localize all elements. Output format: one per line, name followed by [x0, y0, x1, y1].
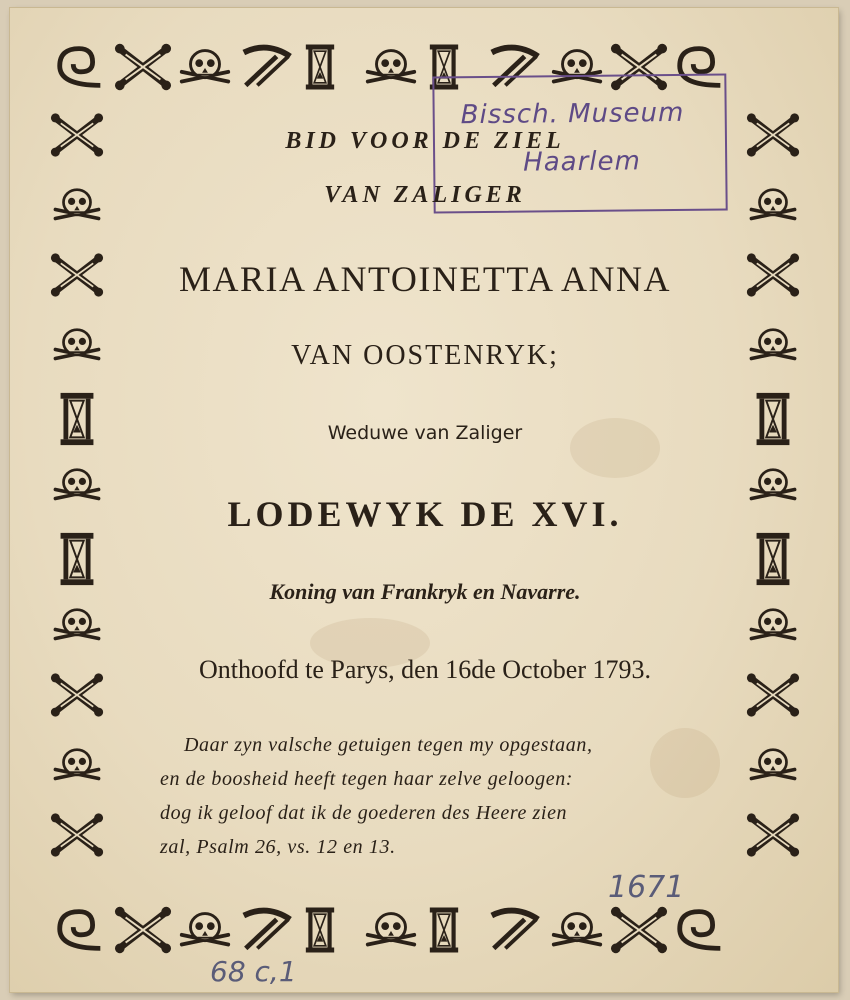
- hourglass-ornament: [61, 533, 94, 585]
- scythe-ornament: [492, 911, 538, 949]
- hourglass-ornament: [757, 533, 790, 585]
- scythe-ornament: [244, 48, 290, 86]
- skull-ornament: [368, 51, 414, 82]
- crossbones-ornament: [115, 907, 171, 953]
- hourglass-ornament: [306, 908, 334, 953]
- verse-line: zal, Psalm 26, vs. 12 en 13.: [160, 836, 396, 858]
- crossbones-ornament: [747, 813, 799, 856]
- crossbones-ornament: [611, 907, 667, 953]
- widow-line: Weduwe van Zaliger: [327, 422, 523, 444]
- scroll-ornament: [680, 912, 721, 949]
- king-name: LODEWYK DE XVI.: [227, 494, 623, 534]
- skull-ornament: [751, 610, 794, 639]
- verse-line: Daar zyn valsche getuigen tegen my opgestaan,: [184, 734, 593, 756]
- hourglass-ornament: [430, 908, 458, 953]
- scythe-ornament: [244, 911, 290, 949]
- skull-ornament: [182, 51, 228, 82]
- execution-line: Onthoofd te Parys, den 16de October 1793.: [198, 655, 652, 684]
- crossbones-ornament: [115, 44, 171, 90]
- stamp-line-2: Haarlem: [523, 146, 642, 178]
- skull-ornament: [55, 610, 98, 639]
- deceased-house: VAN OOSTENRYK;: [291, 340, 559, 371]
- shelf-mark: 68 c,1: [210, 955, 297, 988]
- verse-line: en de boosheid heeft tegen haar zelve geloogen:: [160, 768, 574, 790]
- king-title: Koning van Frankryk en Navarre.: [269, 579, 581, 604]
- skull-ornament: [751, 750, 794, 779]
- heading-line-1: BID VOOR DE ZIEL: [285, 128, 565, 154]
- crossbones-ornament: [51, 813, 103, 856]
- hourglass-ornament: [306, 45, 334, 90]
- skull-ornament: [182, 914, 228, 945]
- skull-ornament: [554, 914, 600, 945]
- skull-ornament: [55, 750, 98, 779]
- scroll-ornament: [60, 49, 101, 86]
- deceased-name: MARIA ANTOINETTA ANNA: [179, 259, 671, 299]
- stamp-line-1: Bissch. Museum: [460, 97, 685, 131]
- verse-line: dog ik geloof dat ik de goederen des Heere zien: [160, 802, 568, 824]
- skull-ornament: [368, 914, 414, 945]
- heading-line-2: VAN ZALIGER: [324, 182, 526, 208]
- scroll-ornament: [60, 912, 101, 949]
- catalog-number: 1671: [608, 870, 685, 905]
